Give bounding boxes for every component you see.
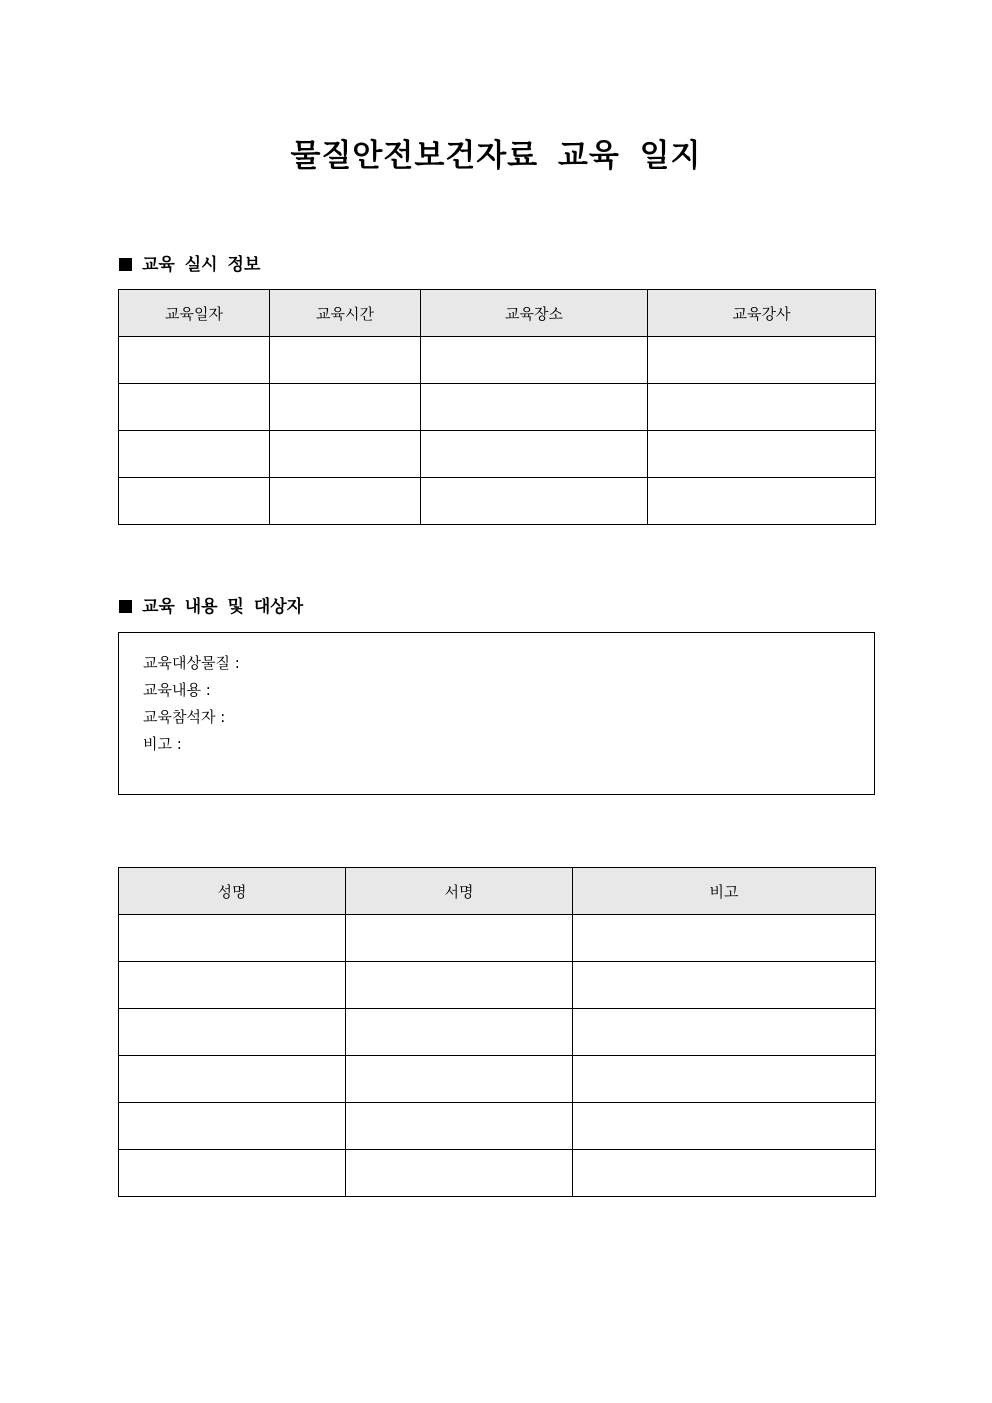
field-label: 교육참석자 — [143, 708, 216, 726]
section-heading-label: 교육 내용 및 대상자 — [142, 597, 304, 617]
section-heading-education-info — [119, 253, 260, 277]
cell-instructor[interactable] — [648, 337, 876, 384]
cell-name[interactable] — [119, 915, 346, 962]
cell-name[interactable] — [119, 1009, 346, 1056]
education-content-box — [118, 632, 875, 795]
cell-place[interactable] — [421, 337, 648, 384]
cell-remarks[interactable] — [573, 962, 876, 1009]
cell-signature[interactable] — [346, 1103, 573, 1150]
cell-place[interactable] — [421, 431, 648, 478]
cell-date[interactable] — [119, 478, 270, 525]
field-education-content[interactable]: 교육내용 : — [143, 681, 211, 699]
column-header-time: 교육시간 — [270, 290, 421, 337]
cell-name[interactable] — [119, 1150, 346, 1197]
cell-date[interactable] — [119, 431, 270, 478]
table-row — [119, 337, 876, 384]
table-header-row — [119, 868, 876, 915]
field-label: 교육대상물질 — [143, 654, 230, 672]
section-heading-education-content — [119, 595, 303, 619]
cell-signature[interactable] — [346, 962, 573, 1009]
table-row — [119, 478, 876, 525]
cell-time[interactable] — [270, 478, 421, 525]
cell-date[interactable] — [119, 384, 270, 431]
field-attendees[interactable]: 교육참석자 : — [143, 708, 226, 726]
column-header-place: 교육장소 — [421, 290, 648, 337]
column-header-name: 성명 — [119, 868, 346, 915]
field-remarks[interactable]: 비고 : — [143, 735, 182, 753]
cell-instructor[interactable] — [648, 384, 876, 431]
cell-remarks[interactable] — [573, 1009, 876, 1056]
cell-date[interactable] — [119, 337, 270, 384]
cell-remarks[interactable] — [573, 1150, 876, 1197]
education-info-table — [118, 289, 876, 525]
square-bullet-icon — [119, 600, 132, 613]
table-row — [119, 431, 876, 478]
document-title: 물질안전보건자료 교육 일지 — [290, 138, 702, 174]
cell-signature[interactable] — [346, 1150, 573, 1197]
cell-instructor[interactable] — [648, 478, 876, 525]
cell-place[interactable] — [421, 478, 648, 525]
table-row — [119, 962, 876, 1009]
cell-place[interactable] — [421, 384, 648, 431]
table-header-row — [119, 290, 876, 337]
cell-name[interactable] — [119, 1103, 346, 1150]
column-header-remarks: 비고 — [573, 868, 876, 915]
table-row — [119, 1103, 876, 1150]
cell-time[interactable] — [270, 431, 421, 478]
field-label: 비고 — [143, 735, 172, 753]
cell-name[interactable] — [119, 1056, 346, 1103]
table-row — [119, 1150, 876, 1197]
column-header-instructor: 교육강사 — [648, 290, 876, 337]
cell-remarks[interactable] — [573, 1103, 876, 1150]
table-row — [119, 1009, 876, 1056]
field-target-substance[interactable]: 교육대상물질 : — [143, 654, 240, 672]
table-row — [119, 384, 876, 431]
cell-remarks[interactable] — [573, 915, 876, 962]
table-row — [119, 915, 876, 962]
column-header-signature: 서명 — [346, 868, 573, 915]
table-row — [119, 1056, 876, 1103]
square-bullet-icon — [119, 258, 132, 271]
cell-time[interactable] — [270, 384, 421, 431]
column-header-date: 교육일자 — [119, 290, 270, 337]
cell-time[interactable] — [270, 337, 421, 384]
cell-signature[interactable] — [346, 1056, 573, 1103]
cell-instructor[interactable] — [648, 431, 876, 478]
cell-signature[interactable] — [346, 1009, 573, 1056]
section-heading-label: 교육 실시 정보 — [142, 255, 261, 275]
cell-remarks[interactable] — [573, 1056, 876, 1103]
cell-signature[interactable] — [346, 915, 573, 962]
cell-name[interactable] — [119, 962, 346, 1009]
field-label: 교육내용 — [143, 681, 201, 699]
attendee-signature-table — [118, 867, 876, 1197]
